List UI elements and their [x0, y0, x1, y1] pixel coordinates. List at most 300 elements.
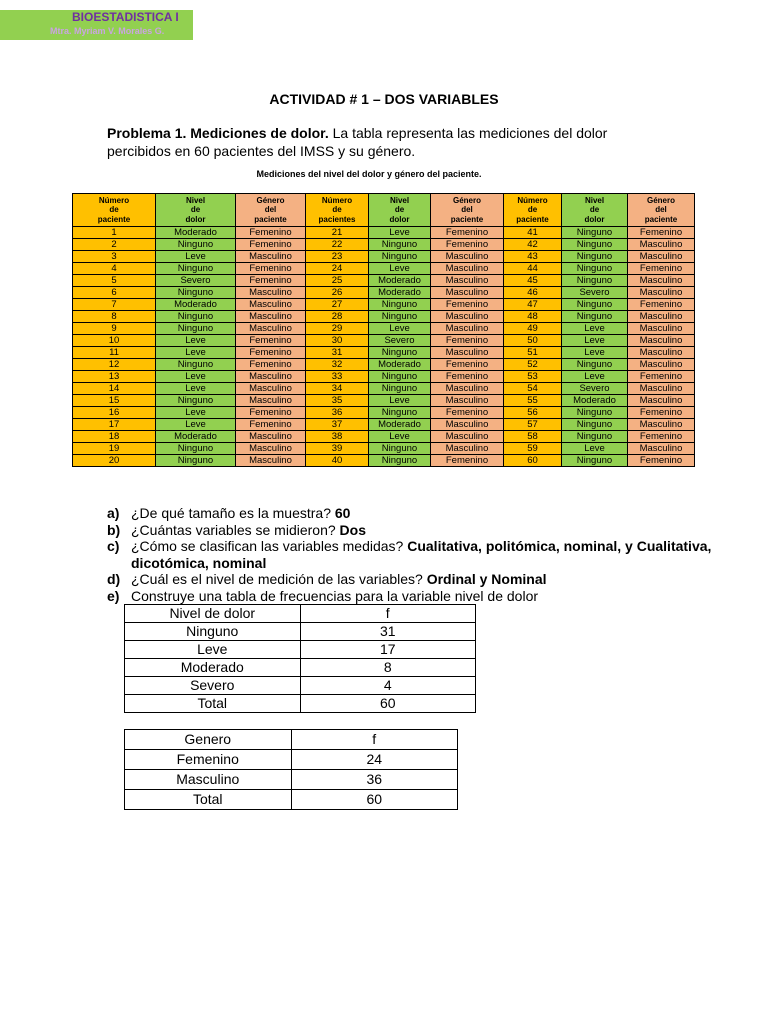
- column-header-line: de: [332, 205, 342, 215]
- table-cell: Leve: [562, 323, 628, 335]
- table-cell: 10: [73, 335, 156, 347]
- freq-row: [125, 750, 458, 770]
- table-cell: Masculino: [236, 455, 306, 467]
- table-cell: Ninguno: [156, 359, 236, 371]
- question-item: [107, 571, 747, 588]
- table-cell: 28: [306, 311, 369, 323]
- table-cell: Femenino: [431, 239, 504, 251]
- table-row: [73, 455, 695, 467]
- table-cell: Leve: [562, 371, 628, 383]
- table-cell: 59: [504, 443, 562, 455]
- table-cell: Femenino: [431, 335, 504, 347]
- table-cell: Masculino: [628, 347, 695, 359]
- table-cell: Masculino: [628, 383, 695, 395]
- table-cell: 45: [504, 275, 562, 287]
- table-cell: 51: [504, 347, 562, 359]
- table-cell: 26: [306, 287, 369, 299]
- question-item: [107, 505, 747, 522]
- freq-row: [125, 695, 476, 713]
- freq-row: [125, 677, 476, 695]
- table-cell: 31: [306, 347, 369, 359]
- table-cell: Ninguno: [369, 443, 431, 455]
- table-cell: Ninguno: [562, 407, 628, 419]
- table-cell: Masculino: [628, 287, 695, 299]
- table-cell: Leve: [562, 335, 628, 347]
- table-row: [73, 371, 695, 383]
- table-cell: 47: [504, 299, 562, 311]
- table-cell: Leve: [156, 383, 236, 395]
- table-cell: Masculino: [431, 383, 504, 395]
- freq-header-cell: f: [291, 730, 458, 750]
- table-row: [73, 311, 695, 323]
- table-cell: Moderado: [156, 299, 236, 311]
- table-cell: Masculino: [431, 311, 504, 323]
- freq-cell: 8: [300, 659, 476, 677]
- table-cell: Femenino: [236, 419, 306, 431]
- table-cell: 52: [504, 359, 562, 371]
- column-header-line: del: [264, 205, 277, 215]
- table-row: [73, 251, 695, 263]
- column-header-line: dolor: [389, 214, 410, 224]
- table-cell: Femenino: [628, 371, 695, 383]
- problem-heading: Problema 1. Mediciones de dolor.: [107, 125, 329, 141]
- table-cell: Ninguno: [156, 287, 236, 299]
- table-cell: 32: [306, 359, 369, 371]
- table-cell: 36: [306, 407, 369, 419]
- table-cell: 8: [73, 311, 156, 323]
- table-cell: 58: [504, 431, 562, 443]
- table-cell: Leve: [562, 443, 628, 455]
- table-cell: Leve: [156, 251, 236, 263]
- question-text: [131, 538, 747, 571]
- table-cell: 39: [306, 443, 369, 455]
- column-header-line: de: [589, 205, 600, 215]
- table-cell: Ninguno: [562, 227, 628, 239]
- table-row: [73, 263, 695, 275]
- table-cell: Moderado: [156, 431, 236, 443]
- table-cell: 9: [73, 323, 156, 335]
- column-header-line: paciente: [644, 214, 678, 224]
- table-cell: Femenino: [628, 407, 695, 419]
- table-cell: Ninguno: [369, 407, 431, 419]
- table-cell: 49: [504, 323, 562, 335]
- column-header-line: de: [190, 205, 201, 215]
- table-cell: 56: [504, 407, 562, 419]
- freq-cell: 24: [291, 750, 458, 770]
- question-label: e): [107, 587, 120, 604]
- table-cell: Ninguno: [156, 323, 236, 335]
- table-row: [73, 299, 695, 311]
- table-row: [73, 395, 695, 407]
- table-cell: Masculino: [236, 299, 306, 311]
- table-cell: Masculino: [431, 431, 504, 443]
- pain-frequency-table: [124, 604, 476, 713]
- table-cell: 54: [504, 383, 562, 395]
- table-cell: 7: [73, 299, 156, 311]
- table-cell: 41: [504, 227, 562, 239]
- table-cell: Femenino: [628, 299, 695, 311]
- table-cell: Ninguno: [369, 455, 431, 467]
- pain-measurements-table: [72, 193, 695, 467]
- table-cell: Moderado: [562, 395, 628, 407]
- table-cell: Masculino: [628, 251, 695, 263]
- table-cell: Ninguno: [562, 275, 628, 287]
- table-cell: Femenino: [236, 263, 306, 275]
- column-header-line: Género: [646, 195, 675, 205]
- table-cell: Masculino: [628, 239, 695, 251]
- column-header-line: del: [461, 205, 473, 215]
- table-cell: 3: [73, 251, 156, 263]
- question-label: b): [107, 521, 121, 538]
- table-cell: Masculino: [628, 395, 695, 407]
- table-cell: Masculino: [236, 371, 306, 383]
- column-header-line: de: [394, 205, 405, 215]
- table-cell: Ninguno: [369, 299, 431, 311]
- table-cell: 1: [73, 227, 156, 239]
- table-cell: Leve: [156, 371, 236, 383]
- table-cell: 13: [73, 371, 156, 383]
- table-cell: Leve: [369, 431, 431, 443]
- freq-cell: 36: [291, 770, 458, 790]
- freq-cell: Masculino: [125, 770, 292, 790]
- table-cell: Masculino: [236, 383, 306, 395]
- gender-frequency-table: [124, 729, 458, 810]
- column-header-line: del: [655, 205, 667, 215]
- table-cell: Masculino: [236, 311, 306, 323]
- question-label: c): [107, 538, 120, 554]
- column-header-line: Número: [517, 195, 548, 205]
- table-cell: 22: [306, 239, 369, 251]
- table-cell: Femenino: [236, 275, 306, 287]
- question-text: [131, 588, 747, 605]
- table-cell: Masculino: [236, 431, 306, 443]
- table-cell: Leve: [369, 395, 431, 407]
- table-cell: Masculino: [236, 287, 306, 299]
- table-cell: Ninguno: [562, 359, 628, 371]
- table-cell: 15: [73, 395, 156, 407]
- table-cell: Ninguno: [369, 311, 431, 323]
- question-answer: Ordinal y Nominal: [426, 571, 547, 587]
- table-row: [73, 287, 695, 299]
- column-header-line: Género: [452, 195, 481, 205]
- document-title: ACTIVIDAD # 1 – DOS VARIABLES: [269, 91, 499, 107]
- freq-cell: 17: [300, 641, 476, 659]
- table-cell: Leve: [562, 347, 628, 359]
- column-header: [369, 194, 431, 227]
- column-header: [504, 194, 562, 227]
- table-cell: Femenino: [628, 263, 695, 275]
- table-cell: Moderado: [156, 227, 236, 239]
- table-cell: 42: [504, 239, 562, 251]
- column-header: [431, 194, 504, 227]
- table-cell: Femenino: [628, 455, 695, 467]
- freq-cell: 31: [300, 623, 476, 641]
- table-cell: Masculino: [236, 323, 306, 335]
- table-row: [73, 239, 695, 251]
- table-cell: 43: [504, 251, 562, 263]
- freq-header-cell: Genero: [125, 730, 292, 750]
- table-row: [73, 443, 695, 455]
- table-cell: Femenino: [628, 227, 695, 239]
- table-row: [73, 227, 695, 239]
- question-label: a): [107, 505, 120, 521]
- table-cell: Masculino: [628, 323, 695, 335]
- table-cell: Femenino: [236, 239, 306, 251]
- table-cell: Masculino: [236, 443, 306, 455]
- table-cell: Ninguno: [562, 419, 628, 431]
- table-cell: Femenino: [431, 455, 504, 467]
- table-cell: Masculino: [431, 419, 504, 431]
- column-header: [236, 194, 306, 227]
- table-cell: 16: [73, 407, 156, 419]
- table-cell: Masculino: [628, 335, 695, 347]
- freq-row: [125, 659, 476, 677]
- table-cell: Ninguno: [369, 239, 431, 251]
- table-cell: 46: [504, 287, 562, 299]
- table-cell: Ninguno: [369, 251, 431, 263]
- question-prompt: ¿Cuál es el nivel de medición de las variables?: [131, 571, 427, 587]
- column-header: [156, 194, 236, 227]
- table-cell: Femenino: [431, 227, 504, 239]
- table-cell: 14: [73, 383, 156, 395]
- question-prompt: ¿De qué tamaño es la muestra?: [131, 505, 335, 521]
- table-cell: Femenino: [431, 359, 504, 371]
- table-cell: Masculino: [628, 419, 695, 431]
- table-cell: Leve: [156, 335, 236, 347]
- table-cell: 37: [306, 419, 369, 431]
- question-prompt: ¿Cómo se clasifican las variables medidas?: [131, 538, 408, 554]
- table-cell: 48: [504, 311, 562, 323]
- table-cell: 20: [73, 455, 156, 467]
- table-cell: Ninguno: [156, 443, 236, 455]
- questions-list: [107, 505, 747, 604]
- table-row: [73, 431, 695, 443]
- table-cell: 4: [73, 263, 156, 275]
- table-cell: 21: [306, 227, 369, 239]
- table-cell: 55: [504, 395, 562, 407]
- table-cell: Leve: [369, 323, 431, 335]
- column-header-line: de: [527, 205, 538, 215]
- freq-row: [125, 770, 458, 790]
- table-cell: 6: [73, 287, 156, 299]
- column-header-line: paciente: [450, 214, 484, 224]
- table-cell: 40: [306, 455, 369, 467]
- table-cell: Masculino: [628, 311, 695, 323]
- table-cell: 60: [504, 455, 562, 467]
- table-row: [73, 383, 695, 395]
- table-cell: Ninguno: [562, 251, 628, 263]
- table-cell: 25: [306, 275, 369, 287]
- freq-cell: Leve: [125, 641, 301, 659]
- table-row: [73, 359, 695, 371]
- problem-text: La tabla representa las mediciones del dolor percibidos en 60 pacientes del IMSS y su género.: [107, 125, 608, 159]
- freq-header-row: [125, 730, 458, 750]
- table-cell: Masculino: [431, 395, 504, 407]
- freq-cell: 4: [300, 677, 476, 695]
- table-cell: 18: [73, 431, 156, 443]
- question-text: [131, 505, 747, 522]
- freq-row: [125, 790, 458, 810]
- column-header-line: dolor: [584, 214, 605, 224]
- table-cell: Moderado: [369, 419, 431, 431]
- column-header: [628, 194, 695, 227]
- column-header-line: dolor: [185, 214, 206, 224]
- table-cell: Severo: [562, 383, 628, 395]
- table-cell: Leve: [369, 263, 431, 275]
- freq-cell: Ninguno: [125, 623, 301, 641]
- course-title: BIOESTADISTICA I: [72, 10, 179, 24]
- freq-header-cell: Nivel de dolor: [125, 605, 301, 623]
- question-prompt: Construye una tabla de frecuencias para la variable nivel de dolor: [131, 587, 539, 604]
- question-item: [107, 538, 747, 571]
- table-cell: Ninguno: [369, 371, 431, 383]
- question-text: [131, 571, 747, 588]
- column-header: [562, 194, 628, 227]
- table-cell: Masculino: [431, 263, 504, 275]
- table-cell: Leve: [156, 347, 236, 359]
- question-item: [107, 522, 747, 539]
- table-cell: 44: [504, 263, 562, 275]
- freq-header-row: [125, 605, 476, 623]
- question-item: [107, 588, 747, 605]
- table-cell: Ninguno: [156, 311, 236, 323]
- table-cell: 29: [306, 323, 369, 335]
- question-answer: Cualitativa, politómica, nominal, y Cualitativa, dicotómica, nominal: [131, 538, 712, 571]
- column-header-line: Nivel: [185, 195, 206, 205]
- table-cell: Masculino: [431, 323, 504, 335]
- table-cell: Femenino: [236, 227, 306, 239]
- table-cell: Ninguno: [156, 455, 236, 467]
- table-cell: Femenino: [431, 407, 504, 419]
- table-cell: Masculino: [431, 275, 504, 287]
- table-cell: Moderado: [369, 275, 431, 287]
- table-cell: 2: [73, 239, 156, 251]
- table-cell: Severo: [562, 287, 628, 299]
- freq-header-cell: f: [300, 605, 476, 623]
- table-row: [73, 419, 695, 431]
- table-cell: Masculino: [236, 251, 306, 263]
- table-cell: Femenino: [431, 299, 504, 311]
- table-cell: Femenino: [628, 431, 695, 443]
- table-cell: 34: [306, 383, 369, 395]
- table-cell: 27: [306, 299, 369, 311]
- freq-cell: Total: [125, 790, 292, 810]
- question-prompt: ¿Cuántas variables se midieron?: [131, 521, 340, 538]
- column-header-line: Nivel: [584, 195, 605, 205]
- problem-statement: [107, 124, 667, 160]
- table-cell: 33: [306, 371, 369, 383]
- table-cell: 12: [73, 359, 156, 371]
- column-header-line: Número: [98, 195, 130, 205]
- table-cell: 57: [504, 419, 562, 431]
- table-cell: 30: [306, 335, 369, 347]
- table-cell: Severo: [369, 335, 431, 347]
- table-cell: 35: [306, 395, 369, 407]
- table-cell: Masculino: [236, 395, 306, 407]
- table-cell: Moderado: [369, 287, 431, 299]
- question-text: [131, 522, 747, 539]
- table-cell: 17: [73, 419, 156, 431]
- table-cell: Ninguno: [562, 299, 628, 311]
- table-row: [73, 407, 695, 419]
- table-cell: Ninguno: [562, 239, 628, 251]
- column-header-line: paciente: [97, 214, 131, 224]
- column-header-line: Nivel: [389, 195, 410, 205]
- freq-cell: Femenino: [125, 750, 292, 770]
- freq-cell: Total: [125, 695, 301, 713]
- freq-cell: 60: [300, 695, 476, 713]
- column-header-line: Género: [256, 195, 285, 205]
- table-cell: Femenino: [236, 407, 306, 419]
- table-cell: Femenino: [431, 371, 504, 383]
- table-cell: Leve: [156, 407, 236, 419]
- table-cell: Ninguno: [562, 311, 628, 323]
- table-cell: 50: [504, 335, 562, 347]
- table-caption: Mediciones del nivel del dolor y género del paciente.: [256, 169, 482, 179]
- freq-cell: 60: [291, 790, 458, 810]
- question-answer: 60: [334, 505, 351, 521]
- freq-cell: Moderado: [125, 659, 301, 677]
- table-cell: Femenino: [236, 347, 306, 359]
- table-cell: Leve: [156, 419, 236, 431]
- column-header-line: paciente: [254, 214, 287, 224]
- table-row: [73, 335, 695, 347]
- column-header: [73, 194, 156, 227]
- table-row: [73, 323, 695, 335]
- table-cell: Ninguno: [562, 455, 628, 467]
- freq-row: [125, 641, 476, 659]
- table-cell: 53: [504, 371, 562, 383]
- table-cell: 19: [73, 443, 156, 455]
- table-cell: Masculino: [628, 443, 695, 455]
- table-cell: Masculino: [431, 347, 504, 359]
- table-cell: Moderado: [369, 359, 431, 371]
- table-cell: Leve: [369, 227, 431, 239]
- table-row: [73, 275, 695, 287]
- question-answer: Dos: [339, 521, 366, 538]
- table-cell: Ninguno: [156, 239, 236, 251]
- table-cell: Femenino: [236, 335, 306, 347]
- table-cell: 38: [306, 431, 369, 443]
- table-cell: 5: [73, 275, 156, 287]
- table-cell: Severo: [156, 275, 236, 287]
- column-header-line: de: [109, 205, 119, 215]
- column-header: [306, 194, 369, 227]
- table-cell: Femenino: [236, 359, 306, 371]
- column-header-line: Número: [321, 195, 353, 205]
- table-cell: Ninguno: [369, 347, 431, 359]
- table-cell: Masculino: [628, 359, 695, 371]
- table-cell: Masculino: [431, 287, 504, 299]
- table-cell: Ninguno: [562, 431, 628, 443]
- table-cell: Masculino: [431, 251, 504, 263]
- table-cell: Ninguno: [156, 395, 236, 407]
- table-cell: Masculino: [628, 275, 695, 287]
- instructor-name: Mtra. Myriam V. Morales G.: [50, 26, 165, 36]
- freq-row: [125, 623, 476, 641]
- table-row: [73, 347, 695, 359]
- table-cell: 24: [306, 263, 369, 275]
- table-cell: Ninguno: [369, 383, 431, 395]
- column-header-line: pacientes: [318, 214, 356, 224]
- question-label: d): [107, 571, 121, 587]
- table-cell: Masculino: [431, 443, 504, 455]
- table-cell: Ninguno: [562, 263, 628, 275]
- table-cell: 11: [73, 347, 156, 359]
- column-header-line: paciente: [516, 214, 549, 224]
- freq-cell: Severo: [125, 677, 301, 695]
- table-cell: Ninguno: [156, 263, 236, 275]
